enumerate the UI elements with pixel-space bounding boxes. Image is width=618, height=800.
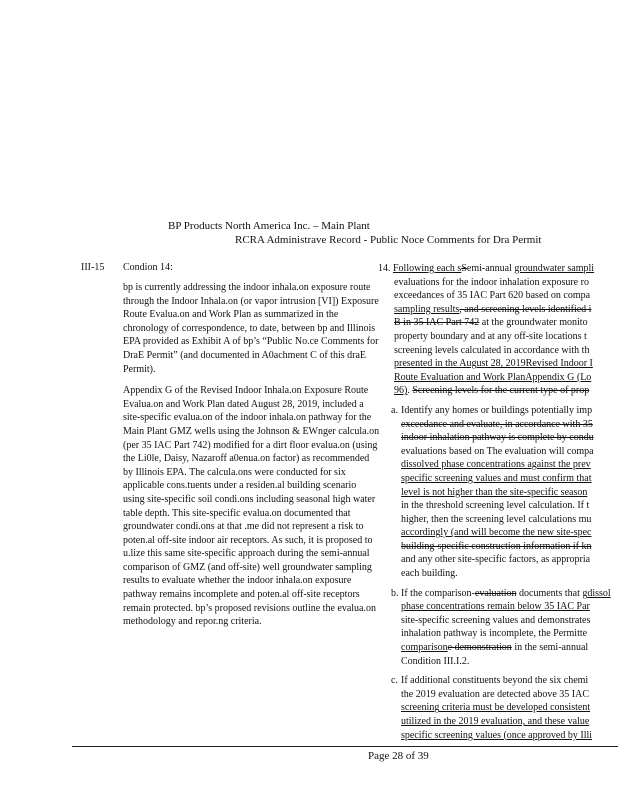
text-run: 14. (378, 263, 393, 274)
comment-paragraph-1: bp is currently addressing the indoor inhala.on exposure route through the Indoor Inhala.on (or vapor intrusion [VI]) Exposure Route Evalua.on and Work Plan as summarized in the chronology of correspondence, to date, between bp and Illinois EPA provided as Exhibit A of bp’s “Public No.ce Comments for DraE Permit” (and documented in A0achment C of this draE Permit). (123, 282, 379, 375)
inserted-text: phase concentrations remain below 35 IAC Par (401, 601, 590, 613)
inserted-text: sampling results (394, 303, 460, 315)
sub-item-line (378, 458, 618, 472)
sub-item-marker: b. (391, 587, 399, 599)
sub-item-line (378, 472, 618, 486)
text-run: If the comparison- (401, 587, 475, 599)
deleted-text: building-specific construction information if kn (401, 540, 592, 552)
sub-item-line (378, 540, 618, 554)
sub-item-marker: c. (391, 675, 398, 687)
inserted-text: Route Evaluation and Work PlanAppendix G (Lo (394, 371, 592, 383)
inserted-text: groundwater sampli (514, 263, 595, 274)
inserted-text: presented in the August 28, 2019Revised Indoor I (394, 358, 593, 370)
sub-item-line (378, 404, 618, 418)
deleted-text: B in 35 IAC Part 742 (394, 317, 480, 329)
sub-item-line (378, 627, 618, 641)
text-run: Condition III.I.2. (401, 655, 470, 667)
text-run: each building. (401, 568, 458, 580)
inserted-text: accordingly (and will become the new site-spec (401, 527, 592, 539)
inserted-text: Following each s (393, 263, 462, 274)
sub-item-3 (378, 674, 618, 742)
condition-14-paragraph (378, 262, 618, 398)
deleted-text: evaluation (474, 587, 517, 599)
text-run: in the semi-annual (511, 642, 589, 654)
inserted-text: specific screening values (once approved by Illi (401, 729, 593, 741)
sub-item-line (378, 641, 618, 655)
sub-item-line (378, 499, 618, 513)
deleted-text: indoor inhalation pathway is complete by condu (401, 432, 594, 444)
text-run: site-specific screening values and demonstrates (401, 614, 591, 626)
condition-label: Condion 14: (123, 262, 173, 273)
sub-item-line (378, 445, 618, 459)
paragraph-line (378, 262, 618, 276)
text-run: the 2019 evaluation are detected above 35 IAC (401, 688, 589, 700)
text-run: If additional constituents beyond the six chemi (401, 675, 589, 687)
sub-item-marker: a. (391, 404, 398, 416)
inserted-text: specific screening values and must confirm that (401, 472, 592, 484)
deleted-text: exceedance and evaluate, in accordance with 35 (401, 418, 593, 430)
sub-item-line (378, 553, 618, 567)
text-run: higher, then the screening level calculations mu (401, 513, 592, 525)
paragraph-line (378, 371, 618, 385)
text-run: evaluations based on The evaluation will compa (401, 445, 594, 457)
sub-item-line (378, 715, 618, 729)
paragraph-line (378, 384, 618, 398)
sub-item-2 (378, 587, 618, 669)
text-run: screening levels calculated in accordance with th (394, 344, 590, 356)
deleted-text: S (461, 263, 467, 274)
paragraph-line (378, 316, 618, 330)
paragraph-line (378, 276, 618, 290)
inserted-text: screening criteria must be developed consistent (401, 702, 591, 714)
sub-item-line (378, 526, 618, 540)
header-record-line: RCRA Administrave Record - Public Noce Comments for Dra Permit (235, 234, 542, 246)
row-number: III-15 (81, 262, 105, 273)
inserted-text: 96) (394, 385, 408, 397)
deleted-text: , and screening levels identified i (459, 303, 592, 315)
sub-item-line (378, 729, 618, 743)
paragraph-line (378, 357, 618, 371)
sub-item-line (378, 567, 618, 581)
text-run: documents that g (516, 587, 588, 599)
sub-item-line (378, 486, 618, 500)
comment-paragraph-2: Appendix G of the Revised Indoor Inhala.on Exposure Route Evalua.on and Work Plan dated August 28, 2019, included a site-specific evalua.on of the indoor inhala.on pathway for the Main Plant GMZ wells using the Johnson & EWnger calcula.on (per 35 IAC Part 742) modified for a dirt floor evalua.on (using the Li0le, Daisy, Nazaroff a0enua.on factor) as recommended by Illinois EPA. The calcula.ons were conducted for six applicable cons.tuents under a residen.al building scenario using site-specific soil condi.ons including seasonal high water table depth. This site-specific evalua.on documented that groundwater condi.ons at that .me did not represent a risk to poten.al off-site indoor air receptors. As such, it is proposed to u.lize this same site-specific approach during the semi-annual comparison of GMZ (and off-site) well groundwater sampling results to evaluate whether the indoor inhala.on exposure pathway remains incomplete and poten.al off-site receptors remain protected. bp’s proposed revisions outline the evalua.on methodology and repor.ng criteria. (123, 385, 380, 628)
sub-item-line (378, 587, 618, 601)
proposed-revision-column (378, 262, 618, 745)
sub-item-line (378, 701, 618, 715)
sub-item-line (378, 600, 618, 614)
text-run: and any other site-specific factors, as appropria (401, 554, 591, 566)
text-run: inhalation pathway is incomplete, the Permitte (401, 628, 588, 640)
inserted-text: dissol (587, 587, 611, 599)
inserted-text: dissolved phase concentrations against the prev (401, 459, 591, 471)
footer-rule (72, 746, 618, 747)
paragraph-line (378, 344, 618, 358)
deleted-text: Screening levels for the current type of prop (412, 385, 590, 397)
text-run: in the threshold screening level calculation. If t (401, 500, 590, 512)
text-run: emi-annual (466, 263, 515, 274)
text-run: at the groundwater monito (479, 317, 588, 329)
sub-item-line (378, 674, 618, 688)
inserted-text: utilized in the 2019 evaluation, and these value (401, 716, 590, 727)
text-run: . (407, 385, 413, 397)
text-run: property boundary and at any off-site locations t (394, 330, 587, 342)
paragraph-line (378, 303, 618, 317)
comment-column (123, 281, 380, 637)
sub-item-line (378, 655, 618, 669)
sub-item-1 (378, 404, 618, 581)
inserted-text: comparison (401, 642, 448, 654)
paragraph-line (378, 330, 618, 344)
inserted-text: is not higher than the site-specific season (420, 486, 588, 498)
sub-item-line (378, 431, 618, 445)
sub-item-line (378, 688, 618, 702)
sub-item-line (378, 614, 618, 628)
document-header (0, 219, 618, 247)
deleted-text: e demonstration (447, 642, 512, 654)
sub-item-line (378, 418, 618, 432)
inserted-text: level (401, 486, 421, 498)
header-company-line: BP Products North America Inc. – Main Plant (168, 220, 370, 232)
sub-item-line (378, 513, 618, 527)
text-run: Identify any homes or buildings potentially imp (401, 404, 593, 416)
text-run: evaluations for the indoor inhalation exposure ro (394, 276, 589, 288)
page-number: Page 28 of 39 (368, 750, 429, 762)
paragraph-line (378, 289, 618, 303)
text-run: exceedances of 35 IAC Part 620 based on compa (394, 290, 591, 302)
